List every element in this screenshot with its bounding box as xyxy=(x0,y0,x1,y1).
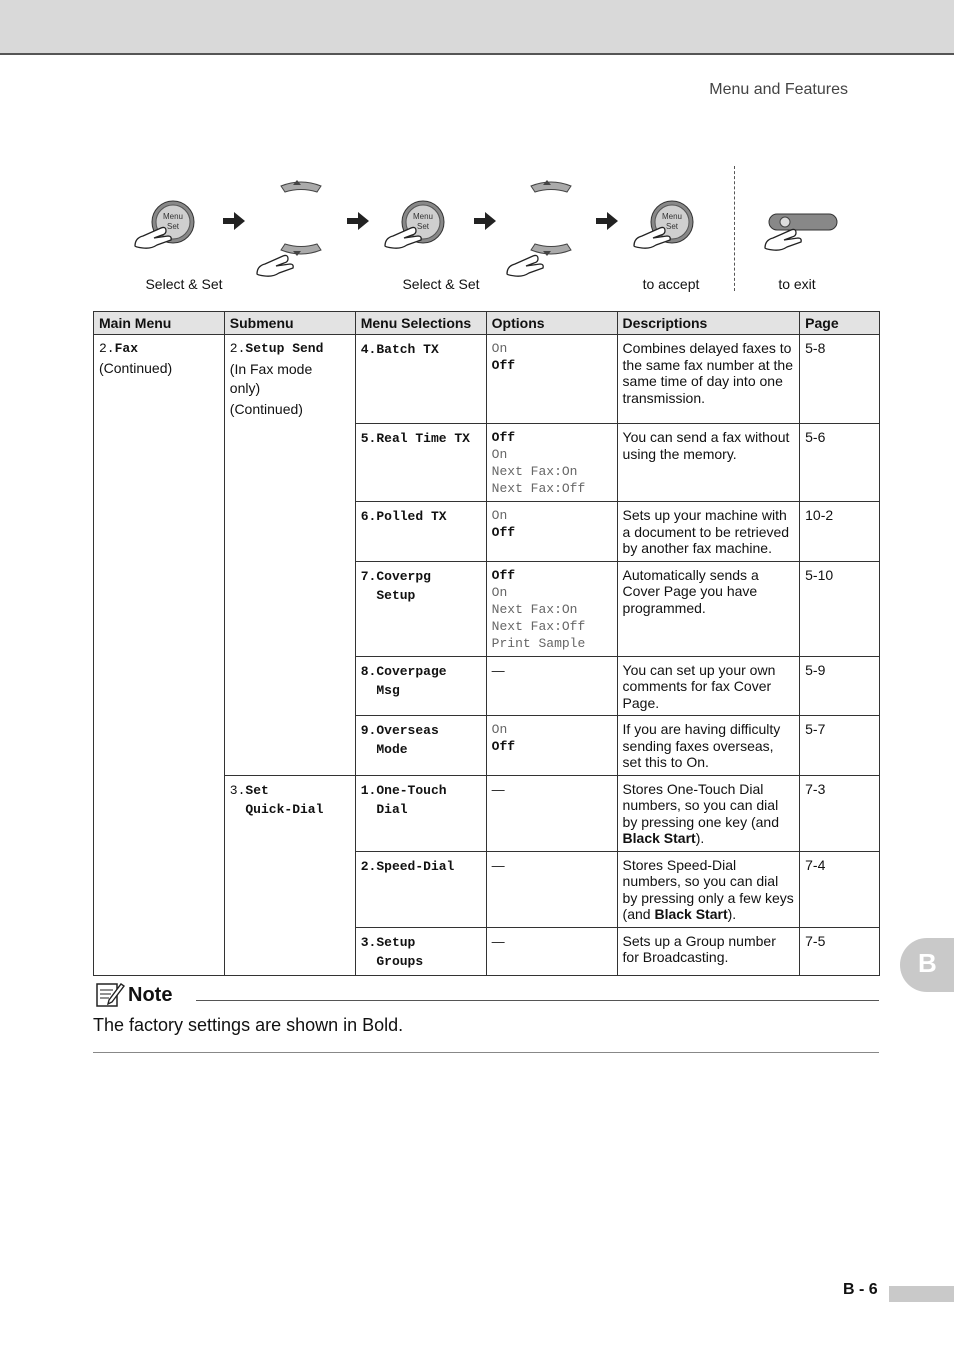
header-menu-selections: Menu Selections xyxy=(355,312,486,335)
divider-dashed xyxy=(734,166,735,291)
description-cell xyxy=(617,502,800,562)
note-rule xyxy=(196,1000,879,1001)
menu-selection: 9.Overseas Mode xyxy=(360,723,439,757)
menu-selection-cell xyxy=(355,927,486,975)
option-default: Off xyxy=(491,525,516,540)
main-menu-label: Fax xyxy=(114,341,139,356)
option: Next Fax:On xyxy=(491,601,578,617)
description-cell xyxy=(617,775,800,851)
menu-selection-cell xyxy=(355,424,486,502)
options-cell xyxy=(486,656,617,716)
key-sequence-diagram xyxy=(93,160,879,300)
page-ref-cell: 5-6 xyxy=(800,424,880,502)
page-ref-cell: 5-8 xyxy=(800,335,880,424)
label-select-set: Select & Set xyxy=(145,276,223,292)
page-ref-cell: 7-5 xyxy=(800,927,880,975)
header-page: Page xyxy=(800,312,880,335)
submenu-label: Set Quick-Dial xyxy=(245,782,324,817)
page-ref-cell: 7-4 xyxy=(800,851,880,927)
description-cell xyxy=(617,851,800,927)
header-submenu: Submenu xyxy=(224,312,355,335)
header-options: Options xyxy=(486,312,617,335)
section-title: Menu and Features xyxy=(709,81,848,98)
label-select-set: Select & Set xyxy=(402,276,480,292)
arrow-right-icon xyxy=(347,212,369,235)
option: Next Fax:Off xyxy=(491,481,586,496)
description-text: You can set up your own comments for fax Cover Page. xyxy=(622,661,776,711)
option-default: Off xyxy=(491,739,516,754)
option-default: Off xyxy=(491,358,516,373)
description-cell xyxy=(617,656,800,716)
svg-text:Set: Set xyxy=(665,222,679,231)
options-cell xyxy=(486,424,617,502)
top-banner xyxy=(0,0,954,55)
menu-selection: 4.Batch TX xyxy=(360,342,439,357)
svg-text:Set: Set xyxy=(416,222,430,231)
note-title: Note xyxy=(128,984,173,1006)
note-bottom-rule xyxy=(93,1052,879,1053)
menu-selection: 6.Polled TX xyxy=(360,509,447,524)
header-descriptions: Descriptions xyxy=(617,312,800,335)
options-cell xyxy=(486,335,617,424)
submenu-continued: (Continued) xyxy=(229,401,303,417)
description-text: Stores Speed-Dial numbers, so you can dial by pressing only a few keys (and Black Start). xyxy=(622,856,794,922)
options-cell xyxy=(486,775,617,851)
options-cell xyxy=(486,851,617,927)
description-text: Sets up your machine with a document to be retrieved by another fax machine. xyxy=(622,507,790,556)
table-header-row xyxy=(94,312,880,335)
options-cell xyxy=(486,927,617,975)
arrow-right-icon xyxy=(474,212,496,235)
arrow-right-icon xyxy=(223,212,245,235)
header-main-menu: Main Menu xyxy=(94,312,225,335)
description-text: You can send a fax without using the memory. xyxy=(622,429,790,462)
menu-set-key-icon xyxy=(129,198,209,262)
description-cell xyxy=(617,335,800,424)
submenu-note: (In Fax mode only) xyxy=(229,361,313,396)
menu-set-key-icon xyxy=(379,198,459,262)
option: — xyxy=(491,781,505,797)
menu-selection-cell xyxy=(355,502,486,562)
options-cell xyxy=(486,561,617,656)
menu-selection-cell xyxy=(355,775,486,851)
option: On xyxy=(491,584,508,600)
page-ref-cell: 5-9 xyxy=(800,656,880,716)
submenu-number: 2. xyxy=(229,341,246,356)
page-ref-cell: 5-7 xyxy=(800,716,880,776)
svg-text:Menu: Menu xyxy=(412,212,434,221)
page-ref-cell: 10-2 xyxy=(800,502,880,562)
arrow-right-icon xyxy=(596,212,618,235)
chapter-tab xyxy=(900,938,954,992)
option: — xyxy=(491,857,505,873)
chapter-tab-letter: B xyxy=(918,948,937,978)
table-row xyxy=(94,335,880,424)
description-cell xyxy=(617,927,800,975)
svg-text:Menu: Menu xyxy=(162,212,184,221)
main-menu-number: 2. xyxy=(99,341,115,356)
submenu-name xyxy=(230,340,350,357)
page-number-bar xyxy=(889,1286,954,1302)
menu-selection: 1.One-Touch Dial xyxy=(360,782,447,817)
option: On xyxy=(491,447,508,462)
description-cell xyxy=(617,716,800,776)
note-text: The factory settings are shown in Bold. xyxy=(93,1015,404,1035)
submenu-number: 3. xyxy=(229,782,246,798)
svg-text:Menu: Menu xyxy=(661,212,683,221)
menu-selection-cell xyxy=(355,335,486,424)
submenu-cell xyxy=(224,335,355,776)
description-text: If you are having difficulty sending faxes overseas, set this to On. xyxy=(622,721,781,770)
stop-exit-key-icon xyxy=(761,210,841,254)
description-text: Combines delayed faxes to the same fax number at the same time of day into one transmission. xyxy=(622,340,793,406)
option: Print Sample xyxy=(491,635,586,651)
label-accept: to accept xyxy=(642,276,700,292)
description-text: Stores One-Touch Dial numbers, so you can dial by pressing one key (and Black Start). xyxy=(622,780,779,846)
menu-selection: 7.Coverpg Setup xyxy=(360,568,431,603)
description-cell xyxy=(617,561,800,656)
description-cell xyxy=(617,424,800,502)
option: On xyxy=(491,341,508,356)
description-text: Automatically sends a Cover Page you have programmed. xyxy=(622,566,759,616)
main-menu-cell xyxy=(94,335,225,976)
option: On xyxy=(491,722,508,737)
main-menu-continued: (Continued) xyxy=(99,360,173,376)
option: — xyxy=(491,662,505,678)
note-pencil-icon xyxy=(95,980,125,1008)
option-default: Off xyxy=(491,567,516,583)
submenu-name xyxy=(230,781,350,819)
up-down-keys-icon xyxy=(503,178,583,282)
main-menu-name xyxy=(99,340,219,357)
submenu-label: Setup Send xyxy=(245,341,324,356)
up-down-keys-icon xyxy=(253,178,333,282)
menu-selection: 3.Setup Groups xyxy=(360,934,424,969)
option: Next Fax:Off xyxy=(491,618,586,634)
menu-selection: 5.Real Time TX xyxy=(360,431,470,446)
menu-selection-cell xyxy=(355,561,486,656)
option: Next Fax:On xyxy=(491,464,578,479)
description-text: Sets up a Group number for Broadcasting. xyxy=(622,932,776,965)
option: On xyxy=(491,508,508,523)
svg-text:Set: Set xyxy=(166,222,180,231)
options-cell xyxy=(486,716,617,776)
page-ref-cell: 5-10 xyxy=(800,561,880,656)
menu-selection: 8.Coverpage Msg xyxy=(360,663,447,698)
submenu-cell xyxy=(224,775,355,975)
option-default: Off xyxy=(491,430,516,445)
page-number: B - 6 xyxy=(843,1281,878,1298)
menu-table xyxy=(93,311,880,976)
menu-selection-cell xyxy=(355,716,486,776)
menu-set-key-icon xyxy=(628,198,708,262)
options-cell xyxy=(486,502,617,562)
menu-selection-cell xyxy=(355,656,486,716)
page-ref-cell: 7-3 xyxy=(800,775,880,851)
label-exit: to exit xyxy=(778,276,816,292)
option: — xyxy=(491,933,505,949)
menu-selection: 2.Speed-Dial xyxy=(360,858,455,874)
menu-selection-cell xyxy=(355,851,486,927)
